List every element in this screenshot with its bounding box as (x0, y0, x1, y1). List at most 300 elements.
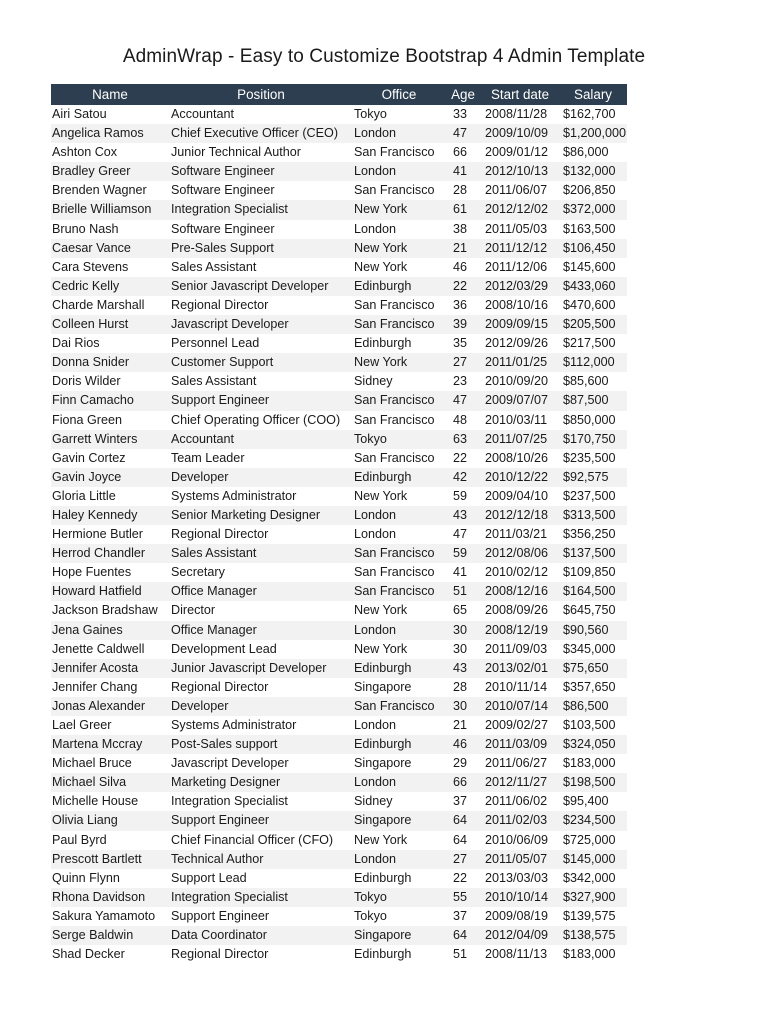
cell-office: Sidney (354, 794, 393, 809)
table-header (51, 84, 627, 105)
table-row (51, 735, 627, 754)
cell-name: Caesar Vance (52, 240, 131, 255)
table-row (51, 200, 627, 219)
cell-salary: $112,000 (563, 355, 615, 370)
cell-position: Regional Director (171, 527, 269, 542)
cell-office: San Francisco (354, 297, 435, 312)
cell-name: Michael Bruce (52, 756, 132, 771)
cell-age: 66 (453, 775, 468, 790)
cell-name: Garrett Winters (52, 431, 138, 446)
cell-name: Prescott Bartlett (52, 851, 142, 866)
cell-office: New York (354, 202, 408, 217)
cell-name: Michael Silva (52, 775, 127, 790)
table-row (51, 945, 627, 964)
table-row (51, 277, 627, 296)
cell-name: Cara Stevens (52, 259, 129, 274)
cell-position: Junior Technical Author (171, 145, 301, 160)
table-row (51, 926, 627, 945)
cell-date: 2011/12/12 (485, 240, 548, 255)
cell-age: 22 (453, 450, 468, 465)
table-row (51, 640, 627, 659)
table-row (51, 754, 627, 773)
cell-office: Edinburgh (354, 947, 412, 962)
table-row (51, 391, 627, 410)
cell-name: Jenette Caldwell (52, 641, 145, 656)
table-row (51, 296, 627, 315)
table-row (51, 525, 627, 544)
cell-age: 33 (453, 107, 468, 121)
cell-age: 47 (453, 393, 468, 408)
cell-office: Edinburgh (354, 870, 412, 885)
cell-age: 37 (453, 908, 468, 923)
cell-age: 21 (453, 240, 468, 255)
cell-age: 30 (453, 698, 468, 713)
cell-position: Sales Assistant (171, 546, 257, 561)
cell-age: 59 (453, 546, 468, 561)
cell-position: Integration Specialist (171, 794, 288, 809)
cell-age: 51 (453, 947, 468, 962)
cell-position: Chief Operating Officer (COO) (171, 412, 341, 427)
cell-office: Edinburgh (354, 278, 412, 293)
cell-office: New York (354, 355, 408, 370)
cell-name: Bruno Nash (52, 221, 119, 236)
cell-position: Regional Director (171, 947, 269, 962)
cell-date: 2012/09/26 (485, 336, 549, 351)
cell-name: Bradley Greer (52, 164, 131, 179)
cell-salary: $645,750 (563, 603, 616, 618)
cell-position: Support Lead (171, 870, 247, 885)
cell-age: 42 (453, 469, 468, 484)
cell-salary: $850,000 (563, 412, 616, 427)
cell-salary: $103,500 (563, 718, 616, 732)
cell-salary: $145,000 (563, 851, 616, 866)
cell-name: Gavin Cortez (52, 450, 126, 465)
cell-date: 2012/08/06 (485, 546, 549, 561)
cell-position: Developer (171, 698, 229, 713)
cell-salary: $183,000 (563, 947, 616, 962)
cell-position: Developer (171, 469, 229, 484)
cell-date: 2009/07/07 (485, 393, 549, 408)
cell-salary: $87,500 (563, 393, 609, 408)
cell-name: Herrod Chandler (52, 546, 146, 561)
cell-date: 2008/11/28 (485, 107, 548, 121)
cell-salary: $313,500 (563, 507, 616, 522)
cell-name: Colleen Hurst (52, 317, 129, 332)
cell-office: Singapore (354, 813, 412, 828)
cell-name: Fiona Green (52, 412, 123, 427)
cell-salary: $139,575 (563, 908, 616, 923)
cell-office: Sidney (354, 374, 393, 389)
table-row (51, 621, 627, 640)
cell-age: 64 (453, 832, 468, 847)
cell-office: Edinburgh (354, 660, 412, 675)
cell-name: Haley Kennedy (52, 507, 138, 522)
cell-date: 2010/09/20 (485, 374, 549, 389)
cell-salary: $138,575 (563, 928, 616, 943)
cell-date: 2010/03/11 (485, 412, 548, 427)
cell-date: 2012/03/29 (485, 278, 549, 293)
cell-name: Finn Camacho (52, 393, 134, 408)
cell-position: Customer Support (171, 355, 274, 370)
cell-date: 2011/07/25 (485, 431, 548, 446)
cell-date: 2012/12/18 (485, 507, 549, 522)
column-header-position: Position (237, 87, 285, 102)
cell-date: 2009/02/27 (485, 718, 549, 732)
table-row (51, 468, 627, 487)
cell-salary: $75,650 (563, 660, 609, 675)
cell-position: Sales Assistant (171, 374, 257, 389)
cell-date: 2011/06/27 (485, 756, 548, 771)
cell-office: London (354, 718, 397, 732)
cell-name: Olivia Liang (52, 813, 118, 828)
cell-salary: $356,250 (563, 527, 616, 542)
cell-age: 46 (453, 737, 468, 752)
cell-office: San Francisco (354, 412, 435, 427)
cell-position: Secretary (171, 565, 225, 580)
cell-office: London (354, 221, 397, 236)
cell-office: London (354, 164, 397, 179)
cell-salary: $237,500 (563, 488, 616, 503)
cell-office: Tokyo (354, 431, 387, 446)
cell-salary: $95,400 (563, 794, 609, 809)
cell-salary: $345,000 (563, 641, 616, 656)
table-body (51, 105, 627, 964)
cell-salary: $1,200,000 (563, 126, 627, 141)
table-row (51, 869, 627, 888)
cell-salary: $470,600 (563, 297, 616, 312)
table-row (51, 124, 627, 143)
cell-age: 43 (453, 507, 468, 522)
cell-name: Hermione Butler (52, 527, 143, 542)
cell-age: 27 (453, 355, 468, 370)
cell-name: Paul Byrd (52, 832, 107, 847)
cell-date: 2013/02/01 (485, 660, 549, 675)
cell-age: 22 (453, 870, 468, 885)
cell-salary: $162,700 (563, 107, 616, 121)
cell-age: 36 (453, 297, 468, 312)
cell-date: 2009/10/09 (485, 126, 549, 141)
cell-office: Edinburgh (354, 469, 412, 484)
cell-office: New York (354, 832, 408, 847)
cell-name: Airi Satou (52, 107, 107, 121)
cell-position: Regional Director (171, 297, 269, 312)
cell-salary: $372,000 (563, 202, 616, 217)
cell-office: San Francisco (354, 450, 435, 465)
cell-date: 2010/11/14 (485, 679, 548, 694)
table-row (51, 811, 627, 830)
cell-salary: $164,500 (563, 584, 616, 599)
table-row (51, 162, 627, 181)
table-row (51, 430, 627, 449)
cell-salary: $86,500 (563, 698, 609, 713)
column-header-age: Age (451, 87, 475, 102)
cell-name: Dai Rios (52, 336, 100, 351)
cell-name: Charde Marshall (52, 297, 145, 312)
cell-office: New York (354, 259, 408, 274)
cell-salary: $205,500 (563, 317, 616, 332)
cell-office: Edinburgh (354, 336, 412, 351)
cell-age: 28 (453, 183, 468, 198)
cell-salary: $234,500 (563, 813, 616, 828)
cell-office: Tokyo (354, 908, 387, 923)
cell-position: Senior Javascript Developer (171, 278, 329, 293)
cell-age: 27 (453, 851, 468, 866)
cell-office: San Francisco (354, 546, 435, 561)
table-row (51, 220, 627, 239)
cell-office: San Francisco (354, 183, 435, 198)
cell-name: Jennifer Chang (52, 679, 138, 694)
cell-office: Singapore (354, 928, 412, 943)
table-row (51, 258, 627, 277)
cell-name: Jena Gaines (52, 622, 123, 637)
cell-age: 47 (453, 126, 468, 141)
cell-name: Jackson Bradshaw (52, 603, 158, 618)
cell-date: 2012/10/13 (485, 164, 549, 179)
cell-date: 2013/03/03 (485, 870, 549, 885)
cell-position: Accountant (171, 431, 235, 446)
cell-name: Cedric Kelly (52, 278, 120, 293)
cell-office: San Francisco (354, 698, 435, 713)
cell-date: 2009/09/15 (485, 317, 549, 332)
cell-position: Personnel Lead (171, 336, 260, 351)
cell-name: Angelica Ramos (52, 126, 144, 141)
cell-age: 51 (453, 584, 468, 599)
cell-position: Junior Javascript Developer (171, 660, 327, 675)
cell-date: 2011/01/25 (485, 355, 548, 370)
cell-office: Singapore (354, 679, 412, 694)
cell-age: 28 (453, 679, 468, 694)
cell-office: London (354, 126, 397, 141)
cell-date: 2011/09/03 (485, 641, 548, 656)
cell-office: Singapore (354, 756, 412, 771)
cell-date: 2010/07/14 (485, 698, 549, 713)
cell-salary: $183,000 (563, 756, 616, 771)
cell-position: Pre-Sales Support (171, 240, 274, 255)
table-row (51, 353, 627, 372)
table-row (51, 315, 627, 334)
cell-office: New York (354, 488, 408, 503)
table-row (51, 181, 627, 200)
cell-age: 22 (453, 278, 468, 293)
cell-age: 38 (453, 221, 468, 236)
cell-age: 64 (453, 813, 468, 828)
cell-salary: $106,450 (563, 240, 616, 255)
cell-office: San Francisco (354, 584, 435, 599)
cell-age: 29 (453, 756, 468, 771)
cell-date: 2008/12/19 (485, 622, 549, 637)
cell-name: Donna Snider (52, 355, 130, 370)
cell-salary: $357,650 (563, 679, 616, 694)
table-row (51, 659, 627, 678)
column-header-name: Name (92, 87, 128, 102)
cell-salary: $327,900 (563, 889, 616, 904)
table-row (51, 544, 627, 563)
cell-position: Chief Financial Officer (CFO) (171, 832, 334, 847)
table-row (51, 334, 627, 353)
cell-office: Tokyo (354, 889, 387, 904)
cell-position: Support Engineer (171, 813, 270, 828)
table-row (51, 582, 627, 601)
table-row (51, 105, 627, 124)
cell-date: 2012/11/27 (485, 775, 548, 790)
cell-date: 2011/12/06 (485, 259, 548, 274)
cell-office: New York (354, 240, 408, 255)
cell-salary: $137,500 (563, 546, 616, 561)
cell-office: San Francisco (354, 317, 435, 332)
column-header-salary: Salary (574, 87, 612, 102)
cell-date: 2010/06/09 (485, 832, 549, 847)
cell-position: Software Engineer (171, 221, 275, 236)
cell-position: Javascript Developer (171, 317, 289, 332)
cell-date: 2012/12/02 (485, 202, 549, 217)
cell-position: Team Leader (171, 450, 245, 465)
cell-name: Howard Hatfield (52, 584, 142, 599)
cell-position: Data Coordinator (171, 928, 267, 943)
cell-name: Serge Baldwin (52, 928, 134, 943)
table-row (51, 411, 627, 430)
cell-age: 46 (453, 259, 468, 274)
table-row (51, 831, 627, 850)
cell-name: Sakura Yamamoto (52, 908, 156, 923)
cell-position: Accountant (171, 107, 235, 121)
table-row (51, 678, 627, 697)
cell-salary: $145,600 (563, 259, 616, 274)
cell-office: San Francisco (354, 145, 435, 160)
cell-name: Doris Wilder (52, 374, 121, 389)
cell-position: Support Engineer (171, 393, 270, 408)
cell-date: 2008/10/26 (485, 450, 549, 465)
table-row (51, 506, 627, 525)
cell-salary: $324,050 (563, 737, 616, 752)
cell-salary: $90,560 (563, 622, 609, 637)
cell-age: 55 (453, 889, 468, 904)
cell-position: Integration Specialist (171, 889, 288, 904)
cell-age: 61 (453, 202, 468, 217)
cell-name: Ashton Cox (52, 145, 118, 160)
table-row (51, 372, 627, 391)
cell-date: 2009/08/19 (485, 908, 549, 923)
cell-position: Marketing Designer (171, 775, 281, 790)
table-row (51, 773, 627, 792)
cell-date: 2011/06/02 (485, 794, 548, 809)
cell-age: 64 (453, 928, 468, 943)
cell-position: Software Engineer (171, 164, 275, 179)
cell-salary: $217,500 (563, 336, 616, 351)
table-row (51, 563, 627, 582)
cell-age: 37 (453, 794, 468, 809)
cell-date: 2011/02/03 (485, 813, 548, 828)
cell-salary: $163,500 (563, 221, 616, 236)
cell-position: Systems Administrator (171, 718, 297, 732)
table-row (51, 850, 627, 869)
cell-name: Michelle House (52, 794, 139, 809)
cell-office: London (354, 507, 397, 522)
cell-position: Senior Marketing Designer (171, 507, 321, 522)
cell-position: Integration Specialist (171, 202, 288, 217)
cell-date: 2010/10/14 (485, 889, 549, 904)
table-row (51, 907, 627, 926)
table-row (51, 697, 627, 716)
cell-age: 63 (453, 431, 468, 446)
cell-age: 47 (453, 527, 468, 542)
cell-name: Martena Mccray (52, 737, 143, 752)
cell-position: Technical Author (171, 851, 264, 866)
cell-date: 2011/05/03 (485, 221, 548, 236)
cell-office: London (354, 527, 397, 542)
cell-age: 30 (453, 641, 468, 656)
page-title: AdminWrap - Easy to Customize Bootstrap 4 Admin Template (122, 46, 646, 67)
cell-salary: $433,060 (563, 278, 616, 293)
cell-position: Office Manager (171, 622, 257, 637)
table-row (51, 888, 627, 907)
cell-age: 30 (453, 622, 468, 637)
cell-name: Lael Greer (52, 718, 112, 732)
cell-date: 2011/06/07 (485, 183, 548, 198)
table-row (51, 792, 627, 811)
cell-position: Sales Assistant (171, 259, 257, 274)
header-row (51, 84, 627, 105)
cell-salary: $85,600 (563, 374, 609, 389)
cell-date: 2012/04/09 (485, 928, 549, 943)
cell-age: 21 (453, 718, 468, 732)
cell-date: 2010/12/22 (485, 469, 549, 484)
cell-salary: $170,750 (563, 431, 616, 446)
cell-salary: $206,850 (563, 183, 616, 198)
cell-name: Hope Fuentes (52, 565, 132, 580)
cell-date: 2011/03/21 (485, 527, 548, 542)
cell-date: 2011/05/07 (485, 851, 548, 866)
cell-date: 2008/10/16 (485, 297, 549, 312)
cell-salary: $86,000 (563, 145, 609, 160)
cell-office: London (354, 622, 397, 637)
cell-salary: $132,000 (563, 164, 616, 179)
cell-position: Office Manager (171, 584, 257, 599)
table-row (51, 449, 627, 468)
column-header-start-date: Start date (490, 87, 550, 102)
cell-age: 23 (453, 374, 468, 389)
cell-office: New York (354, 603, 408, 618)
cell-name: Gavin Joyce (52, 469, 122, 484)
cell-position: Javascript Developer (171, 756, 289, 771)
cell-date: 2008/09/26 (485, 603, 549, 618)
table-row (51, 143, 627, 162)
cell-age: 43 (453, 660, 468, 675)
cell-position: Systems Administrator (171, 488, 297, 503)
column-header-office: Office (381, 87, 417, 102)
cell-age: 39 (453, 317, 468, 332)
cell-name: Jennifer Acosta (52, 660, 139, 675)
cell-salary: $198,500 (563, 775, 616, 790)
cell-age: 35 (453, 336, 468, 351)
cell-age: 65 (453, 603, 468, 618)
cell-office: San Francisco (354, 565, 435, 580)
cell-office: Edinburgh (354, 737, 412, 752)
cell-position: Post-Sales support (171, 737, 278, 752)
cell-date: 2009/04/10 (485, 488, 549, 503)
cell-position: Software Engineer (171, 183, 275, 198)
cell-office: London (354, 851, 397, 866)
cell-age: 59 (453, 488, 468, 503)
cell-office: Tokyo (354, 107, 387, 121)
cell-name: Jonas Alexander (52, 698, 146, 713)
cell-position: Chief Executive Officer (CEO) (171, 126, 339, 141)
cell-date: 2008/12/16 (485, 584, 549, 599)
cell-position: Director (171, 603, 216, 618)
cell-name: Brielle Williamson (52, 202, 152, 217)
cell-position: Support Engineer (171, 908, 270, 923)
cell-date: 2011/03/09 (485, 737, 548, 752)
cell-office: San Francisco (354, 393, 435, 408)
